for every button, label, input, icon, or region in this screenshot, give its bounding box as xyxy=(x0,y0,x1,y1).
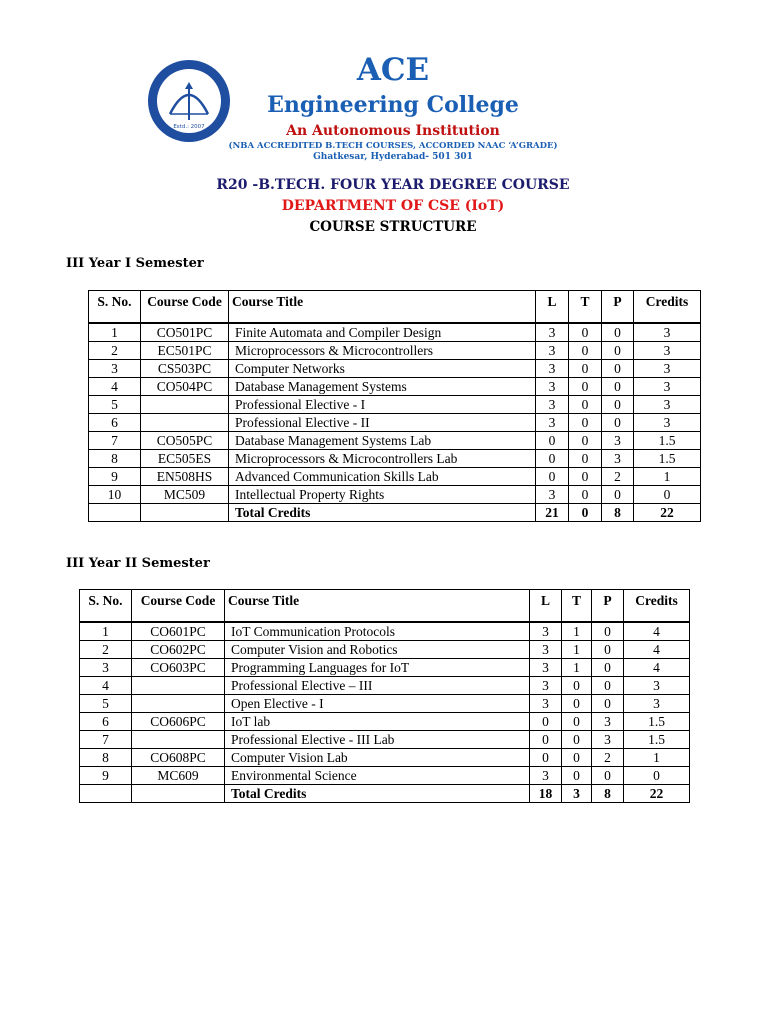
p-cell: 0 xyxy=(602,486,634,504)
p-cell: 2 xyxy=(602,468,634,486)
p-cell: P xyxy=(602,291,634,324)
credits-cell: 3 xyxy=(634,414,701,432)
sno-cell: S. No. xyxy=(80,590,132,623)
course-title: R20 -B.TECH. FOUR YEAR DEGREE COURSE xyxy=(216,177,570,193)
course-code-cell xyxy=(132,785,225,803)
credits-cell: 4 xyxy=(624,641,690,659)
credits-cell: 3 xyxy=(634,378,701,396)
college-short-name: ACE xyxy=(356,52,430,88)
p-cell: 3 xyxy=(602,450,634,468)
course-code-cell xyxy=(132,695,225,713)
l-cell: 21 xyxy=(536,504,569,522)
sno-cell: 4 xyxy=(89,378,141,396)
t-cell: 0 xyxy=(569,396,602,414)
t-cell: 0 xyxy=(569,468,602,486)
t-cell: 0 xyxy=(569,342,602,360)
p-cell: 2 xyxy=(592,749,624,767)
credits-cell: 22 xyxy=(624,785,690,803)
l-cell: 0 xyxy=(530,713,562,731)
sno-cell: 5 xyxy=(89,396,141,414)
credits-cell: 1.5 xyxy=(634,432,701,450)
course-title-cell: Computer Vision and Robotics xyxy=(225,641,530,659)
t-cell: 0 xyxy=(569,486,602,504)
course-title-cell: Computer Networks xyxy=(229,360,536,378)
course-code-cell: CO505PC xyxy=(141,432,229,450)
p-cell: 0 xyxy=(602,396,634,414)
t-cell: 1 xyxy=(562,641,592,659)
table-row xyxy=(80,677,690,695)
sno-cell: 7 xyxy=(80,731,132,749)
credits-cell: 3 xyxy=(634,396,701,414)
p-cell: 3 xyxy=(602,432,634,450)
credits-cell: 4 xyxy=(624,622,690,641)
p-cell: 0 xyxy=(602,323,634,342)
sno-cell: 4 xyxy=(80,677,132,695)
l-cell: 0 xyxy=(536,432,569,450)
course-title-cell: Total Credits xyxy=(229,504,536,522)
credits-cell: 1 xyxy=(624,749,690,767)
p-cell: 8 xyxy=(592,785,624,803)
credits-cell: 1.5 xyxy=(624,731,690,749)
table-row xyxy=(80,767,690,785)
sno-cell: 3 xyxy=(89,360,141,378)
sno-cell: 5 xyxy=(80,695,132,713)
sno-cell: 1 xyxy=(80,622,132,641)
credits-cell: 1.5 xyxy=(634,450,701,468)
course-title-cell: Professional Elective - II xyxy=(229,414,536,432)
credits-cell: 0 xyxy=(624,767,690,785)
credits-cell: 4 xyxy=(624,659,690,677)
table-header-row xyxy=(80,590,690,623)
credits-cell: 0 xyxy=(634,486,701,504)
college-address: Ghatkesar, Hyderabad- 501 301 xyxy=(313,152,473,162)
sno-cell: 1 xyxy=(89,323,141,342)
semester2-table-body xyxy=(80,590,690,803)
table-row xyxy=(89,342,701,360)
t-cell: 0 xyxy=(562,767,592,785)
p-cell: 0 xyxy=(592,622,624,641)
course-code-cell: CO601PC xyxy=(132,622,225,641)
course-title-cell: Course Title xyxy=(229,291,536,324)
course-title-cell: Finite Automata and Compiler Design xyxy=(229,323,536,342)
l-cell: 3 xyxy=(536,378,569,396)
sno-cell: 2 xyxy=(80,641,132,659)
sno-cell: 7 xyxy=(89,432,141,450)
table-header-row xyxy=(89,291,701,324)
credits-cell: 3 xyxy=(634,360,701,378)
t-cell: 1 xyxy=(562,622,592,641)
t-cell: 0 xyxy=(569,414,602,432)
course-code-cell: CO606PC xyxy=(132,713,225,731)
course-code-cell: CS503PC xyxy=(141,360,229,378)
l-cell: L xyxy=(530,590,562,623)
course-code-cell: MC609 xyxy=(132,767,225,785)
course-code-cell: CO602PC xyxy=(132,641,225,659)
credits-cell: 3 xyxy=(624,695,690,713)
table-row xyxy=(89,450,701,468)
course-code-cell: Course Code xyxy=(141,291,229,324)
l-cell: 0 xyxy=(536,468,569,486)
l-cell: 3 xyxy=(536,396,569,414)
course-code-cell xyxy=(141,504,229,522)
course-title-cell: Professional Elective - I xyxy=(229,396,536,414)
l-cell: 0 xyxy=(530,749,562,767)
t-cell: 0 xyxy=(569,504,602,522)
table-row xyxy=(80,731,690,749)
sno-cell: 9 xyxy=(89,468,141,486)
table-row xyxy=(89,414,701,432)
table-row xyxy=(80,641,690,659)
l-cell: 0 xyxy=(536,450,569,468)
course-title-cell: Open Elective - I xyxy=(225,695,530,713)
table-row xyxy=(89,486,701,504)
l-cell: 3 xyxy=(536,342,569,360)
sno-cell: 6 xyxy=(80,713,132,731)
course-code-cell: EN508HS xyxy=(141,468,229,486)
semester1-title: III Year I Semester xyxy=(66,256,204,271)
table-row xyxy=(89,378,701,396)
course-code-cell xyxy=(141,396,229,414)
course-code-cell: CO603PC xyxy=(132,659,225,677)
p-cell: 0 xyxy=(592,641,624,659)
department-title: DEPARTMENT OF CSE (IoT) xyxy=(281,198,505,214)
accreditation-note: (NBA ACCREDITED B.TECH COURSES, ACCORDED NAAC ‘A’GRADE) xyxy=(228,141,558,151)
p-cell: 0 xyxy=(592,695,624,713)
sno-cell: 9 xyxy=(80,767,132,785)
t-cell: 0 xyxy=(569,323,602,342)
course-code-cell: Course Code xyxy=(132,590,225,623)
course-code-cell: CO608PC xyxy=(132,749,225,767)
course-code-cell xyxy=(132,677,225,695)
l-cell: 3 xyxy=(530,659,562,677)
l-cell: 3 xyxy=(536,360,569,378)
course-code-cell: CO501PC xyxy=(141,323,229,342)
credits-cell: 1 xyxy=(634,468,701,486)
course-title-cell: IoT lab xyxy=(225,713,530,731)
p-cell: 0 xyxy=(592,677,624,695)
t-cell: 0 xyxy=(562,677,592,695)
table-row xyxy=(89,323,701,342)
sno-cell: 2 xyxy=(89,342,141,360)
t-cell: 0 xyxy=(569,450,602,468)
course-code-cell xyxy=(141,414,229,432)
table-row xyxy=(80,713,690,731)
p-cell: 0 xyxy=(602,414,634,432)
l-cell: 3 xyxy=(530,677,562,695)
course-code-cell: EC505ES xyxy=(141,450,229,468)
total-credits-row xyxy=(80,785,690,803)
structure-title: COURSE STRUCTURE xyxy=(309,219,477,235)
p-cell: 0 xyxy=(602,360,634,378)
p-cell: 0 xyxy=(602,342,634,360)
t-cell: 1 xyxy=(562,659,592,677)
l-cell: 18 xyxy=(530,785,562,803)
credits-cell: 1.5 xyxy=(624,713,690,731)
sno-cell xyxy=(89,504,141,522)
course-title-cell: Total Credits xyxy=(225,785,530,803)
semester1-table-body xyxy=(89,291,701,522)
course-title-cell: Microprocessors & Microcontrollers xyxy=(229,342,536,360)
course-title-cell: Course Title xyxy=(225,590,530,623)
l-cell: 0 xyxy=(530,731,562,749)
t-cell: 0 xyxy=(562,695,592,713)
college-name: Engineering College xyxy=(267,92,519,118)
p-cell: 3 xyxy=(592,713,624,731)
p-cell: 0 xyxy=(602,378,634,396)
sno-cell: S. No. xyxy=(89,291,141,324)
table-row xyxy=(89,432,701,450)
course-code-cell xyxy=(132,731,225,749)
total-credits-row xyxy=(89,504,701,522)
sno-cell: 10 xyxy=(89,486,141,504)
course-title-cell: Computer Vision Lab xyxy=(225,749,530,767)
t-cell: 3 xyxy=(562,785,592,803)
course-title-cell: Programming Languages for IoT xyxy=(225,659,530,677)
table-row xyxy=(80,749,690,767)
credits-cell: Credits xyxy=(624,590,690,623)
sno-cell: 6 xyxy=(89,414,141,432)
p-cell: 3 xyxy=(592,731,624,749)
l-cell: 3 xyxy=(530,622,562,641)
l-cell: 3 xyxy=(530,695,562,713)
table-row xyxy=(80,695,690,713)
credits-cell: 3 xyxy=(634,323,701,342)
course-title-cell: Microprocessors & Microcontrollers Lab xyxy=(229,450,536,468)
sno-cell: 8 xyxy=(80,749,132,767)
sno-cell: 3 xyxy=(80,659,132,677)
credits-cell: Credits xyxy=(634,291,701,324)
page-header xyxy=(0,0,768,240)
t-cell: T xyxy=(562,590,592,623)
t-cell: 0 xyxy=(562,713,592,731)
course-title-cell: Advanced Communication Skills Lab xyxy=(229,468,536,486)
l-cell: 3 xyxy=(530,767,562,785)
table-row xyxy=(89,360,701,378)
semester1-table xyxy=(88,290,701,522)
course-title-cell: Database Management Systems xyxy=(229,378,536,396)
table-row xyxy=(80,659,690,677)
course-title-cell: IoT Communication Protocols xyxy=(225,622,530,641)
credits-cell: 22 xyxy=(634,504,701,522)
course-title-cell: Environmental Science xyxy=(225,767,530,785)
semester2-table xyxy=(79,589,690,803)
course-code-cell: EC501PC xyxy=(141,342,229,360)
course-title-cell: Database Management Systems Lab xyxy=(229,432,536,450)
autonomous-status: An Autonomous Institution xyxy=(286,123,500,139)
course-title-cell: Professional Elective - III Lab xyxy=(225,731,530,749)
table-row xyxy=(80,622,690,641)
t-cell: 0 xyxy=(562,749,592,767)
sno-cell xyxy=(80,785,132,803)
t-cell: 0 xyxy=(569,360,602,378)
course-code-cell: MC509 xyxy=(141,486,229,504)
course-title-cell: Intellectual Property Rights xyxy=(229,486,536,504)
t-cell: 0 xyxy=(569,432,602,450)
l-cell: 3 xyxy=(530,641,562,659)
l-cell: 3 xyxy=(536,486,569,504)
t-cell: 0 xyxy=(562,731,592,749)
logo-estd: Estd.: 2007 xyxy=(173,124,205,130)
t-cell: 0 xyxy=(569,378,602,396)
table-row xyxy=(89,468,701,486)
sno-cell: 8 xyxy=(89,450,141,468)
p-cell: 0 xyxy=(592,767,624,785)
t-cell: T xyxy=(569,291,602,324)
course-code-cell: CO504PC xyxy=(141,378,229,396)
credits-cell: 3 xyxy=(624,677,690,695)
semester2-title: III Year II Semester xyxy=(66,556,210,571)
p-cell: P xyxy=(592,590,624,623)
course-title-cell: Professional Elective – III xyxy=(225,677,530,695)
l-cell: L xyxy=(536,291,569,324)
l-cell: 3 xyxy=(536,323,569,342)
p-cell: 8 xyxy=(602,504,634,522)
p-cell: 0 xyxy=(592,659,624,677)
l-cell: 3 xyxy=(536,414,569,432)
table-row xyxy=(89,396,701,414)
credits-cell: 3 xyxy=(634,342,701,360)
